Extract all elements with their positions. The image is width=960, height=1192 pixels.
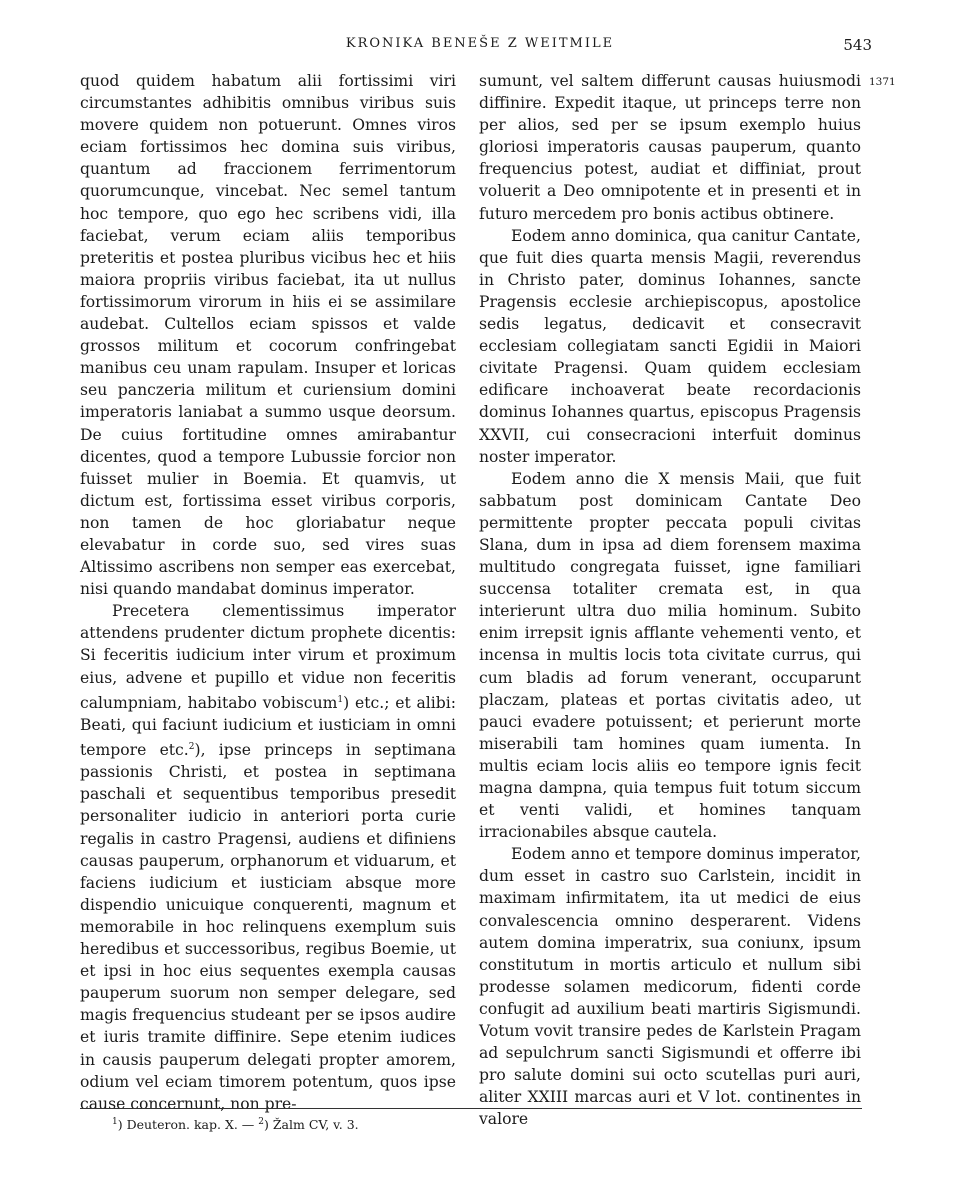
running-header xyxy=(0,36,960,58)
margin-year-note: 1371 xyxy=(869,76,896,88)
footnote-text: ) Deuteron. kap. X. — xyxy=(117,1117,259,1133)
paragraph: quod quidem habatum alii fortissimi viri circumstantes adhibitis omnibus viribus suis movere quidem non potuerunt. Omnes viros eciam fortissimos hec domina suis viribus, quantum ad fraccionem ferrimentorum quorumcunque, vincebat. Nec semel tantum hoc tempore, quo ego hec scribens vidi, illa faciebat, verum eciam aliis temporibus preteritis et postea pluribus vicibus hec et hiis maiora propriis viribus faciebat, ita ut nullus fortissimorum virorum in hiis ei se assimilare audebat. Cultellos eciam spissos et valde grossos militum et cocorum confringebat manibus ceu unam rapulam. Insuper et loricas seu panczeria militum et curiensium domini imperatoris laniabat a summo usque deorsum. De cuius fortitudine omnes amirabantur dicentes, quod a tempore Lubussie forcior non fuisset mulier in Boemia. Et quamvis, ut dictum est, fortissima esset viribus corporis, non tamen de hoc gloriabatur neque elevabatur in corde suo, sed vires suas Altissimo ascribens non semper eas exercebat, nisi quando mandabat dominus imperator. xyxy=(80,72,456,599)
page-number: 543 xyxy=(843,36,872,54)
left-column xyxy=(80,70,456,1115)
paragraph: Eodem anno et tempore dominus imperator, dum esset in castro suo Carlstein, incidit in maximam infirmitatem, ita ut medici de eius convalescencia omnino desperarent. Videns autem domina imperatrix, sua coniunx, ipsum constitutum in mortis articulo et nullum sibi prodesse solamen medicorum, fidenti corde confugit ad auxilium beati martiris Sigismundi. Votum vovit transire pedes de Karlstein Pragam ad sepulchrum sancti Sigismundi et offerre ibi pro salute domini sui octo scutellas puri auri, aliter XXIII marcas auri et V lot. continentes in valore xyxy=(479,845,861,1129)
footnotes xyxy=(112,1117,359,1132)
footnote-marker: 1 xyxy=(112,1117,118,1127)
footnote-divider xyxy=(80,1108,862,1109)
text-run: ) etc.; et alibi: Beati, qui faciunt iudicium et iusticiam in omni tempore etc. xyxy=(80,693,456,760)
paragraph: Eodem anno dominica, qua canitur Cantate, que fuit dies quarta mensis Magii, reverendus in Christo pater, dominus Iohannes, sancte Pragensis ecclesie archiepiscopus, apostolice sedis legatus, dedicavit et consecravit ecclesiam collegiatam sancti Egidii in Maiori civitate Pragensi. Quam quidem ecclesiam edificare inchoaverat beate recordacionis dominus Iohannes quartus, episcopus Pragensis XXVII, cui consecracioni interfuit dominus noster imperator. xyxy=(479,226,861,466)
running-title: KRONIKA BENEŠE Z WEITMILE xyxy=(345,36,615,51)
footnote-marker: 2 xyxy=(188,742,195,752)
paragraph: sumunt, vel saltem differunt causas huiusmodi diffinire. Expedit itaque, ut princeps terre non per alios, sed per se ipsum exemplo huius gloriosi imperatoris causas pauperum, quanto frequencius potest, audiat et diffiniat, prout voluerit a Deo omnipotente et in presenti et in futuro mercedem pro bonis actibus obtinere. xyxy=(479,72,861,223)
text-run: ), ipse princeps in septimana passionis Christi, et postea in septimana paschali et sequentibus temporibus presedit personaliter iudicio in anteriori porta curie regalis in castro Pragensi, audiens et difiniens causas pauperum, orphanorum et viduarum, et faciens iudicium et iusticiam absque more dispendio unicuique conquerenti, magnum et memorabile in hoc relinquens exemplum suis heredibus et successoribus, regibus Boemie, ut et ipsi in hoc eius sequentes exempla causas pauperum suorum non semper delegare, sed magis frequencius studeant per se ipsos audire et iuris tramite diffinire. Sepe etenim iudices in causis pauperum delegati propter amorem, odium vel eciam timorem potentum, quos ipse cause concernunt, non pre- xyxy=(80,741,457,1113)
footnote-text: ) Žalm CV, v. 3. xyxy=(264,1117,359,1133)
paragraph xyxy=(80,600,456,1115)
footnote-marker: 2 xyxy=(258,1117,265,1127)
right-column xyxy=(479,70,861,1131)
text-run: Precetera clementissimus imperator attendens prudenter dictum prophete dicentis: Si feceritis iudicium inter virum et proximum eius, advene et pupillo et vidue non feceritis calumpniam, habitabo vobiscum xyxy=(80,602,456,712)
footnote-marker: 1 xyxy=(337,694,344,705)
paragraph: Eodem anno die X mensis Maii, que fuit sabbatum post dominicam Cantate Deo permittente propter peccata populi civitas Slana, dum in ipsa ad diem forensem maxima multitudo congregata fuisset, igne familiari succensa totaliter cremata est, in qua interierunt ultra duo milia hominum. Subito enim irrepsit ignis afflante vehementi vento, et incensa in multis locis tota civitate currus, qui cum bladis ad forum venerant, occuparunt placzam, plateas et portas civitatis adeo, ut pauci evadere potuissent; et perierunt morte miserabili tam homines quam iumenta. In multis eciam locis aliis eo tempore ignis fecit magna dampna, quia tempus fuit totum siccum et venti validi, et homines tanquam irracionabiles absque cautela. xyxy=(479,469,861,842)
